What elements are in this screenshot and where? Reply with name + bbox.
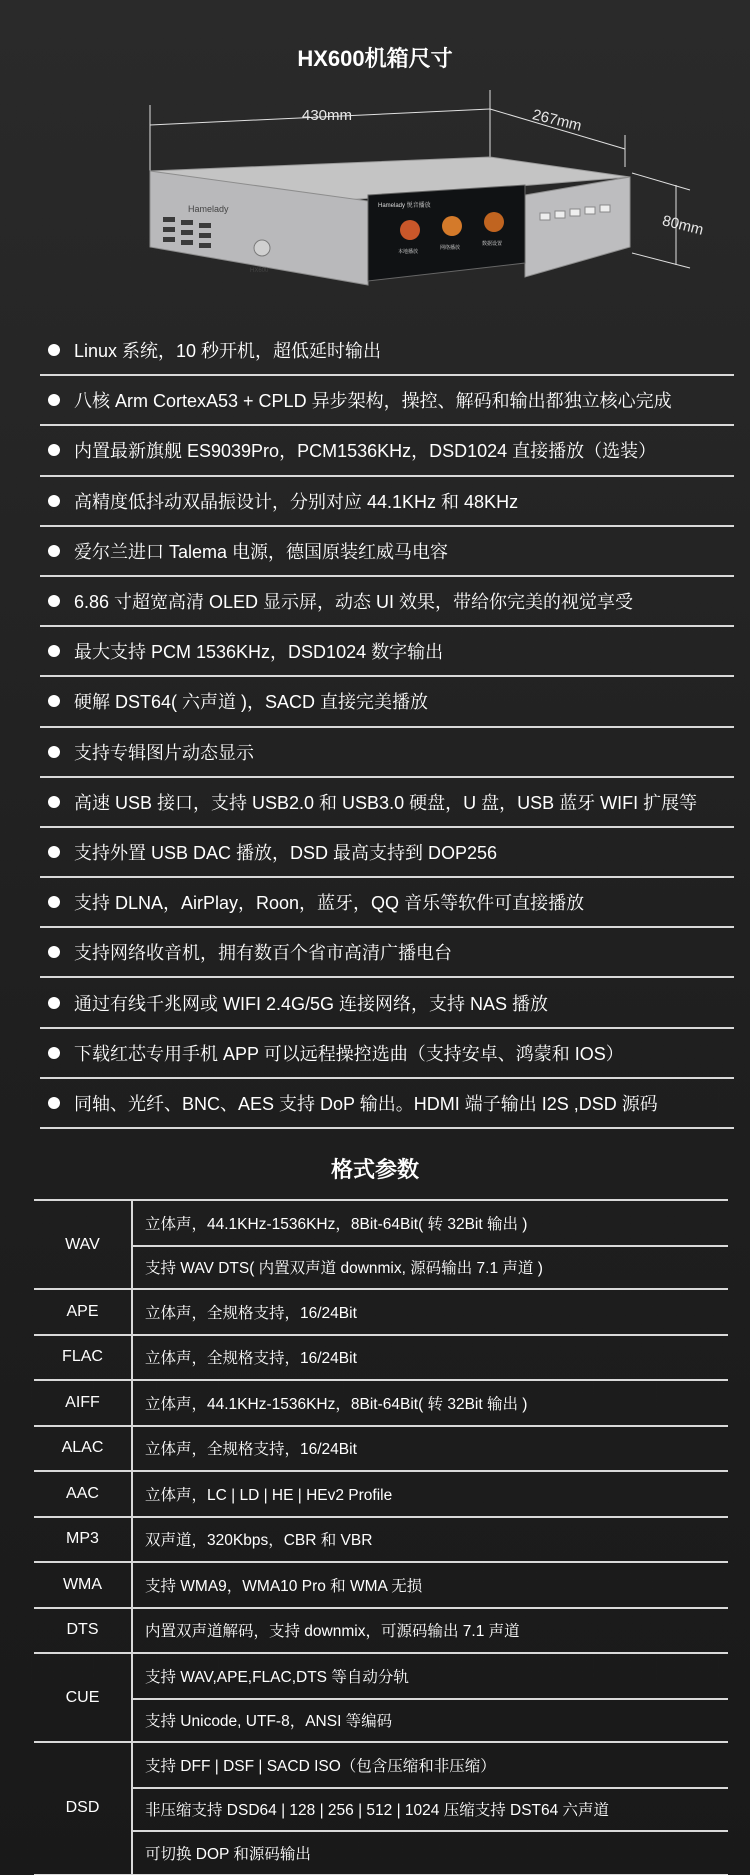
device-model: HX600: [250, 268, 269, 274]
feature-item: [40, 477, 734, 527]
format-name: AIFF: [34, 1381, 133, 1425]
bullet-icon: [48, 896, 60, 908]
format-detail: 立体声，44.1KHz-1536KHz，8Bit-64Bit( 转 32Bit 输出 ): [145, 1215, 528, 1233]
table-row: [34, 1379, 728, 1425]
bullet-icon: [48, 545, 60, 557]
screen-item-2: 网络播放: [440, 245, 461, 251]
bullet-icon: [48, 645, 60, 657]
feature-text: 支持网络收音机，拥有数百个省市高清广播电台: [74, 943, 452, 964]
format-detail: 双声道，320Kbps，CBR 和 VBR: [145, 1532, 373, 1550]
screen-header: Hamelady 悦音播放: [378, 203, 431, 209]
feature-item: [40, 577, 734, 627]
feature-text: 同轴、光纤、BNC、AES 支持 DoP 输出。HDMI 端子输出 I2S ,DSD 源码: [74, 1093, 658, 1114]
format-name: CUE: [34, 1654, 133, 1741]
feature-text: 高精度低抖动双晶振设计，分别对应 44.1KHz 和 48KHz: [74, 491, 519, 512]
table-row: [34, 1516, 728, 1562]
feature-item: [40, 426, 734, 476]
bullet-icon: [48, 595, 60, 607]
feature-text: 最大支持 PCM 1536KHz，DSD1024 数字输出: [74, 642, 444, 663]
bullet-icon: [48, 997, 60, 1009]
feature-item: [40, 326, 734, 376]
feature-text: 高速 USB 接口，支持 USB2.0 和 USB3.0 硬盘，U 盘，USB 蓝牙 WIFI 扩展等: [74, 792, 698, 813]
bullet-icon: [48, 1047, 60, 1059]
format-name: FLAC: [34, 1336, 133, 1380]
feature-item: [40, 376, 734, 426]
format-spec-table: [34, 1199, 728, 1875]
table-row: [34, 1470, 728, 1516]
bullet-icon: [48, 796, 60, 808]
format-detail: 支持 WAV DTS( 内置双声道 downmix, 源码输出 7.1 声道 ): [133, 1245, 728, 1289]
format-detail: 可切换 DOP 和源码输出: [133, 1830, 728, 1874]
feature-text: 支持外置 USB DAC 播放，DSD 最高支持到 DOP256: [74, 842, 498, 863]
screen-item-1: 本地播放: [398, 249, 419, 255]
dimension-title: HX600机箱尺寸: [297, 46, 453, 71]
format-detail: 立体声，全规格支持，16/24Bit: [145, 1350, 357, 1368]
feature-text: 下载红芯专用手机 APP 可以远程操控选曲（支持安卓、鸿蒙和 IOS）: [74, 1043, 624, 1064]
feature-item: [40, 1079, 734, 1129]
feature-text: Linux 系统，10 秒开机，超低延时输出: [74, 341, 382, 362]
table-row: [34, 1199, 728, 1288]
feature-item: [40, 778, 734, 828]
format-detail: 内置双声道解码，支持 downmix，可源码输出 7.1 声道: [145, 1623, 520, 1641]
feature-text: 通过有线千兆网或 WIFI 2.4G/5G 连接网络，支持 NAS 播放: [74, 993, 549, 1014]
volume-knob: [254, 240, 270, 256]
feature-text: 八核 Arm CortexA53 + CPLD 异步架构，操控、解码和输出都独立核心完成: [74, 391, 672, 412]
feature-text: 6.86 寸超宽高清 OLED 显示屏，动态 UI 效果，带给你完美的视觉享受: [74, 592, 634, 613]
feature-text: 支持专辑图片动态显示: [74, 742, 254, 763]
format-name: AAC: [34, 1472, 133, 1516]
format-name: DSD: [34, 1743, 133, 1874]
feature-item: [40, 627, 734, 677]
feature-text: 支持 DLNA，AirPlay，Roon，蓝牙，QQ 音乐等软件可直接播放: [74, 893, 585, 914]
bullet-icon: [48, 846, 60, 858]
bullet-icon: [48, 746, 60, 758]
device-drawing: [0, 85, 750, 315]
bullet-icon: [48, 444, 60, 456]
format-name: WMA: [34, 1563, 133, 1607]
depth-label: 267mm: [530, 106, 584, 135]
device-illustration: [0, 85, 750, 315]
bullet-icon: [48, 1097, 60, 1109]
table-row: [34, 1741, 728, 1875]
feature-item: [40, 527, 734, 577]
feature-list: [40, 326, 734, 1129]
feature-item: [40, 1029, 734, 1079]
format-name: WAV: [34, 1201, 133, 1288]
feature-item: [40, 978, 734, 1028]
screen-icon-local: [400, 220, 420, 240]
format-detail: 立体声，全规格支持，16/24Bit: [145, 1304, 357, 1322]
format-detail: 立体声，LC | LD | HE | HEv2 Profile: [145, 1486, 393, 1504]
format-detail: 立体声，全规格支持，16/24Bit: [145, 1441, 357, 1459]
screen-icon-network: [442, 216, 462, 236]
format-detail: 支持 Unicode, UTF-8，ANSI 等编码: [133, 1698, 728, 1742]
table-row: [34, 1652, 728, 1741]
screen-item-3: 数据设置: [482, 241, 503, 247]
format-detail: 非压缩支持 DSD64 | 128 | 256 | 512 | 1024 压缩支持 DST64 六声道: [133, 1787, 728, 1831]
format-detail: 支持 WAV,APE,FLAC,DTS 等自动分轨: [145, 1668, 409, 1686]
table-row: [34, 1334, 728, 1380]
feature-item: [40, 677, 734, 727]
format-name: MP3: [34, 1518, 133, 1562]
table-row: [34, 1288, 728, 1334]
format-detail: 支持 DFF | DSF | SACD ISO（包含压缩和非压缩）: [145, 1757, 496, 1775]
height-label: 80mm: [660, 212, 706, 239]
table-row: [34, 1425, 728, 1471]
feature-item: [40, 728, 734, 778]
screen-icon-settings: [484, 212, 504, 232]
feature-text: 爱尔兰进口 Talema 电源，德国原装红威马电容: [74, 541, 449, 562]
bullet-icon: [48, 394, 60, 406]
chassis-front-right: [525, 177, 630, 277]
feature-text: 内置最新旗舰 ES9039Pro，PCM1536KHz，DSD1024 直接播放（选装）: [74, 441, 657, 462]
format-name: ALAC: [34, 1427, 133, 1471]
feature-item: [40, 928, 734, 978]
width-label: 430mm: [302, 107, 353, 124]
table-row: [34, 1607, 728, 1653]
bullet-icon: [48, 695, 60, 707]
format-name: DTS: [34, 1609, 133, 1653]
table-row: [34, 1561, 728, 1607]
bullet-icon: [48, 495, 60, 507]
bullet-icon: [48, 344, 60, 356]
format-detail: 支持 WMA9，WMA10 Pro 和 WMA 无损: [145, 1577, 423, 1595]
device-brand: Hamelady: [188, 204, 229, 214]
feature-text: 硬解 DST64( 六声道 )，SACD 直接完美播放: [74, 692, 429, 713]
format-name: APE: [34, 1290, 133, 1334]
feature-item: [40, 828, 734, 878]
feature-item: [40, 878, 734, 928]
format-title: 格式参数: [330, 1157, 419, 1182]
bullet-icon: [48, 946, 60, 958]
format-detail: 立体声，44.1KHz-1536KHz，8Bit-64Bit( 转 32Bit 输出 ): [145, 1395, 528, 1413]
